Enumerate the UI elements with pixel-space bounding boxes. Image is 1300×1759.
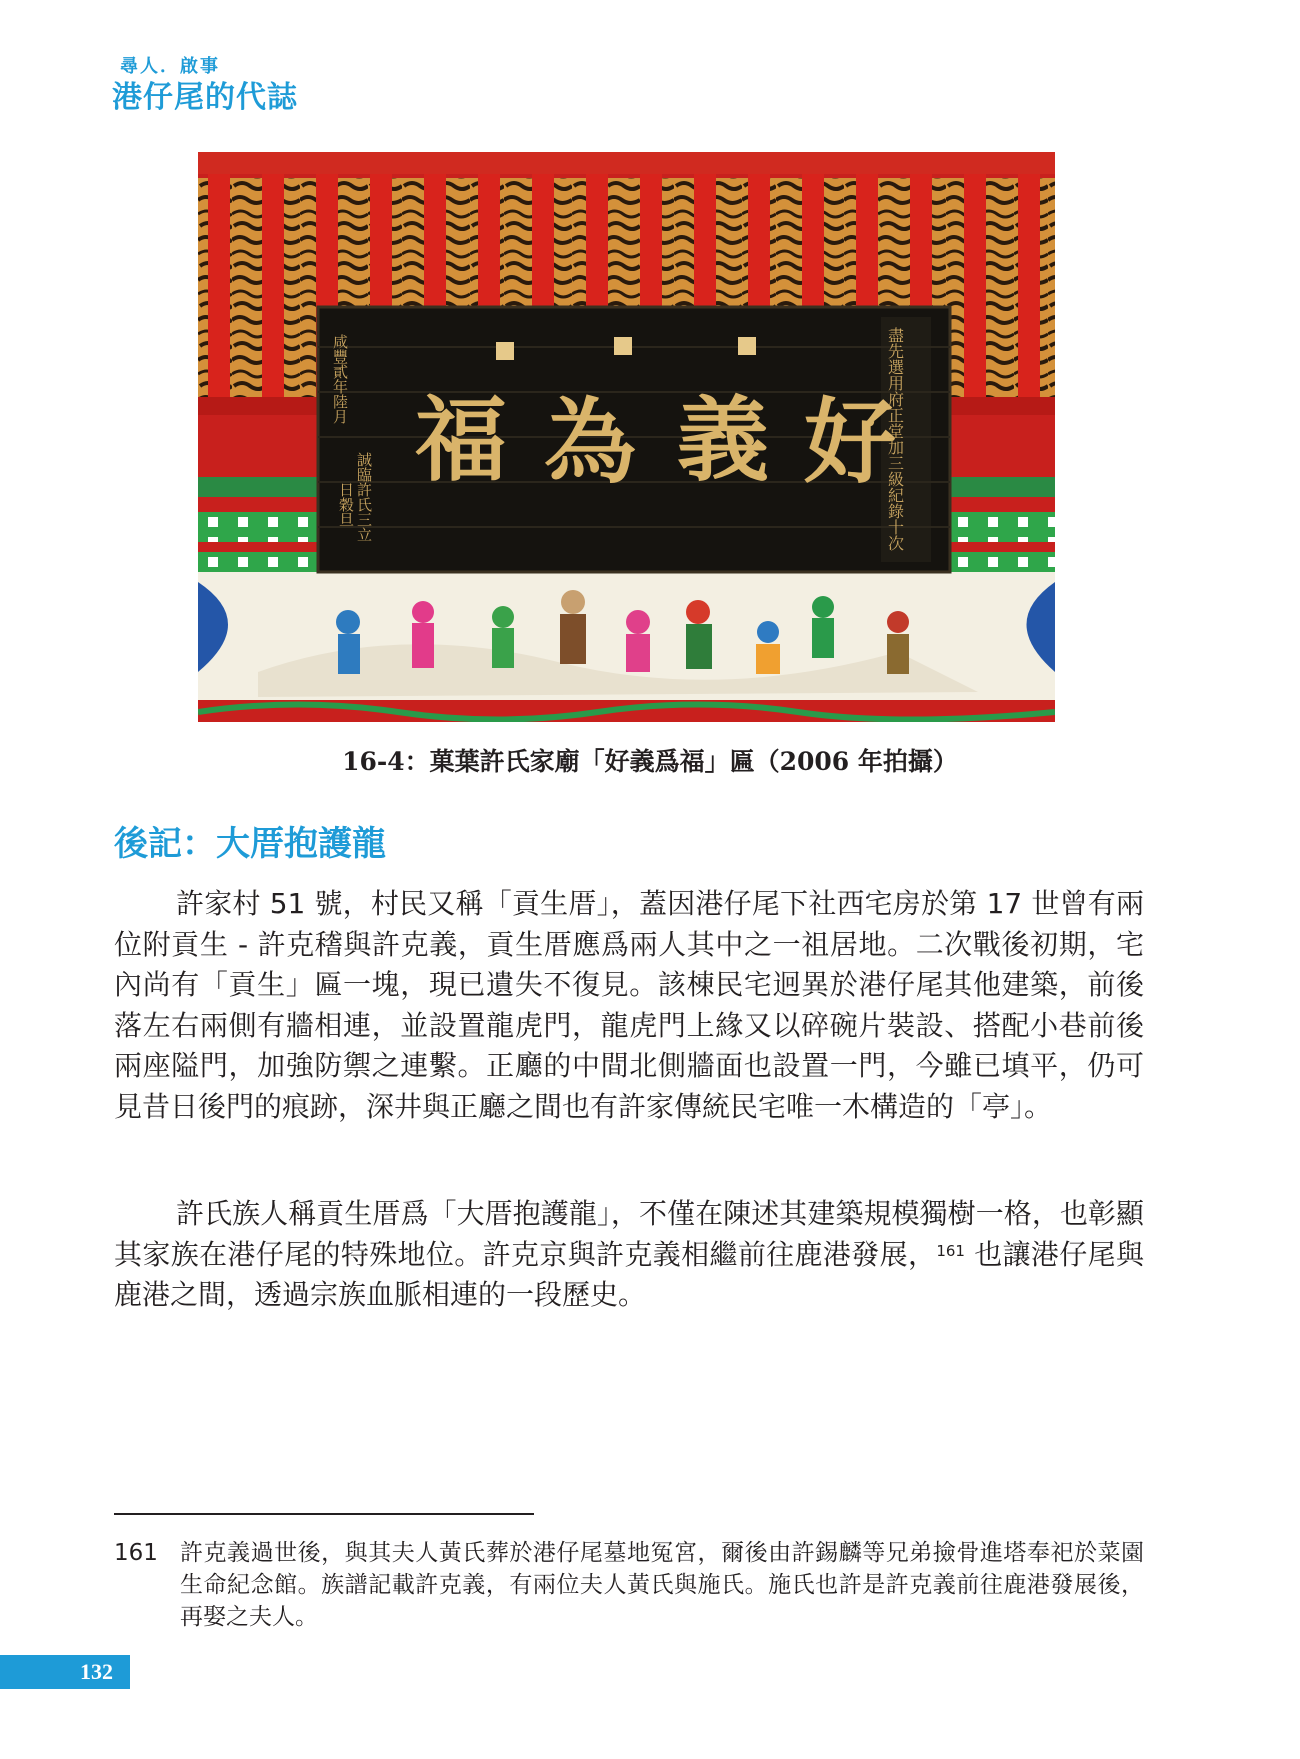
header-subtitle: 尋人．啟事 <box>120 56 220 77</box>
footnote-divider <box>114 1513 534 1515</box>
svg-text:誠臨許氏三立: 誠臨許氏三立 <box>355 452 373 542</box>
body-paragraph-1: 許家村 51 號，村民又稱「貢生厝」，蓋因港仔尾下社西宅房於第 17 世曾有兩位附貢生 - 許克𥡴與許克義，貢生厝應爲兩人其中之一祖居地。二次戰後初期，宅內尚有「貢生」匾一塊，現已遺失不復見。該棟民宅迥異於港仔尾其他建築，前後落左右兩側有牆相連，並設置龍虎門，龍虎門上緣又以碎碗片裝設、搭配小巷前後兩座隘門，加強防禦之連繫。正廳的中間北側牆面也設置一門，今雖已填平，仍可見昔日後門的痕跡，深井與正廳之間也有許家傳統民宅唯一木構造的「亭」。 <box>114 887 1144 1123</box>
svg-text:福: 福 <box>414 386 508 494</box>
header-title: 港仔尾的代誌 <box>112 80 298 115</box>
section-heading: 後記：大厝抱護龍 <box>114 824 386 864</box>
running-header <box>112 52 372 115</box>
svg-text:為: 為 <box>543 388 637 496</box>
svg-text:義: 義 <box>676 386 770 494</box>
paragraph-2-text-a: 許氏族人稱貢生厝爲「大厝抱護龍」，不僅在陳述其建築規模獨樹一格，也彰顯其家族在港仔尾的特殊地位。許克京與許克義相繼前往鹿港發展， <box>114 1197 1144 1271</box>
svg-text:日穀旦: 日穀旦 <box>337 482 355 527</box>
footnote-text: 許克義過世後，與其夫人黃氏葬於港仔尾墓地冤宮，爾後由許錫麟等兄弟撿骨進塔奉祀於菜園生命紀念館。族譜記載許克義，有兩位夫人黃氏與施氏。施氏也許是許克義前往鹿港發展後，再娶之夫人。 <box>180 1540 1144 1630</box>
footnote <box>114 1537 1144 1633</box>
temple-plaque-photo <box>198 152 1055 722</box>
body-paragraph-2 <box>114 1194 1144 1316</box>
page-number: 132 <box>80 1659 113 1684</box>
svg-text:盡先選用府正堂加三級紀錄十次: 盡先選用府正堂加三級紀錄十次 <box>885 327 905 551</box>
page-number-tab <box>0 1655 130 1689</box>
footnote-reference[interactable]: 161 <box>936 1241 965 1260</box>
paragraph-2-text-b: 也讓港仔尾與鹿港之間，透過宗族血脈相連的一段歷史。 <box>114 1237 1144 1311</box>
svg-text:咸豐貳年陸月: 咸豐貳年陸月 <box>331 334 349 424</box>
figure-caption: 16-4：菓葉許氏家廟「好義爲福」匾（2006 年拍攝） <box>342 747 958 776</box>
svg-text:好: 好 <box>803 388 897 496</box>
footnote-number: 161 <box>114 1540 158 1566</box>
